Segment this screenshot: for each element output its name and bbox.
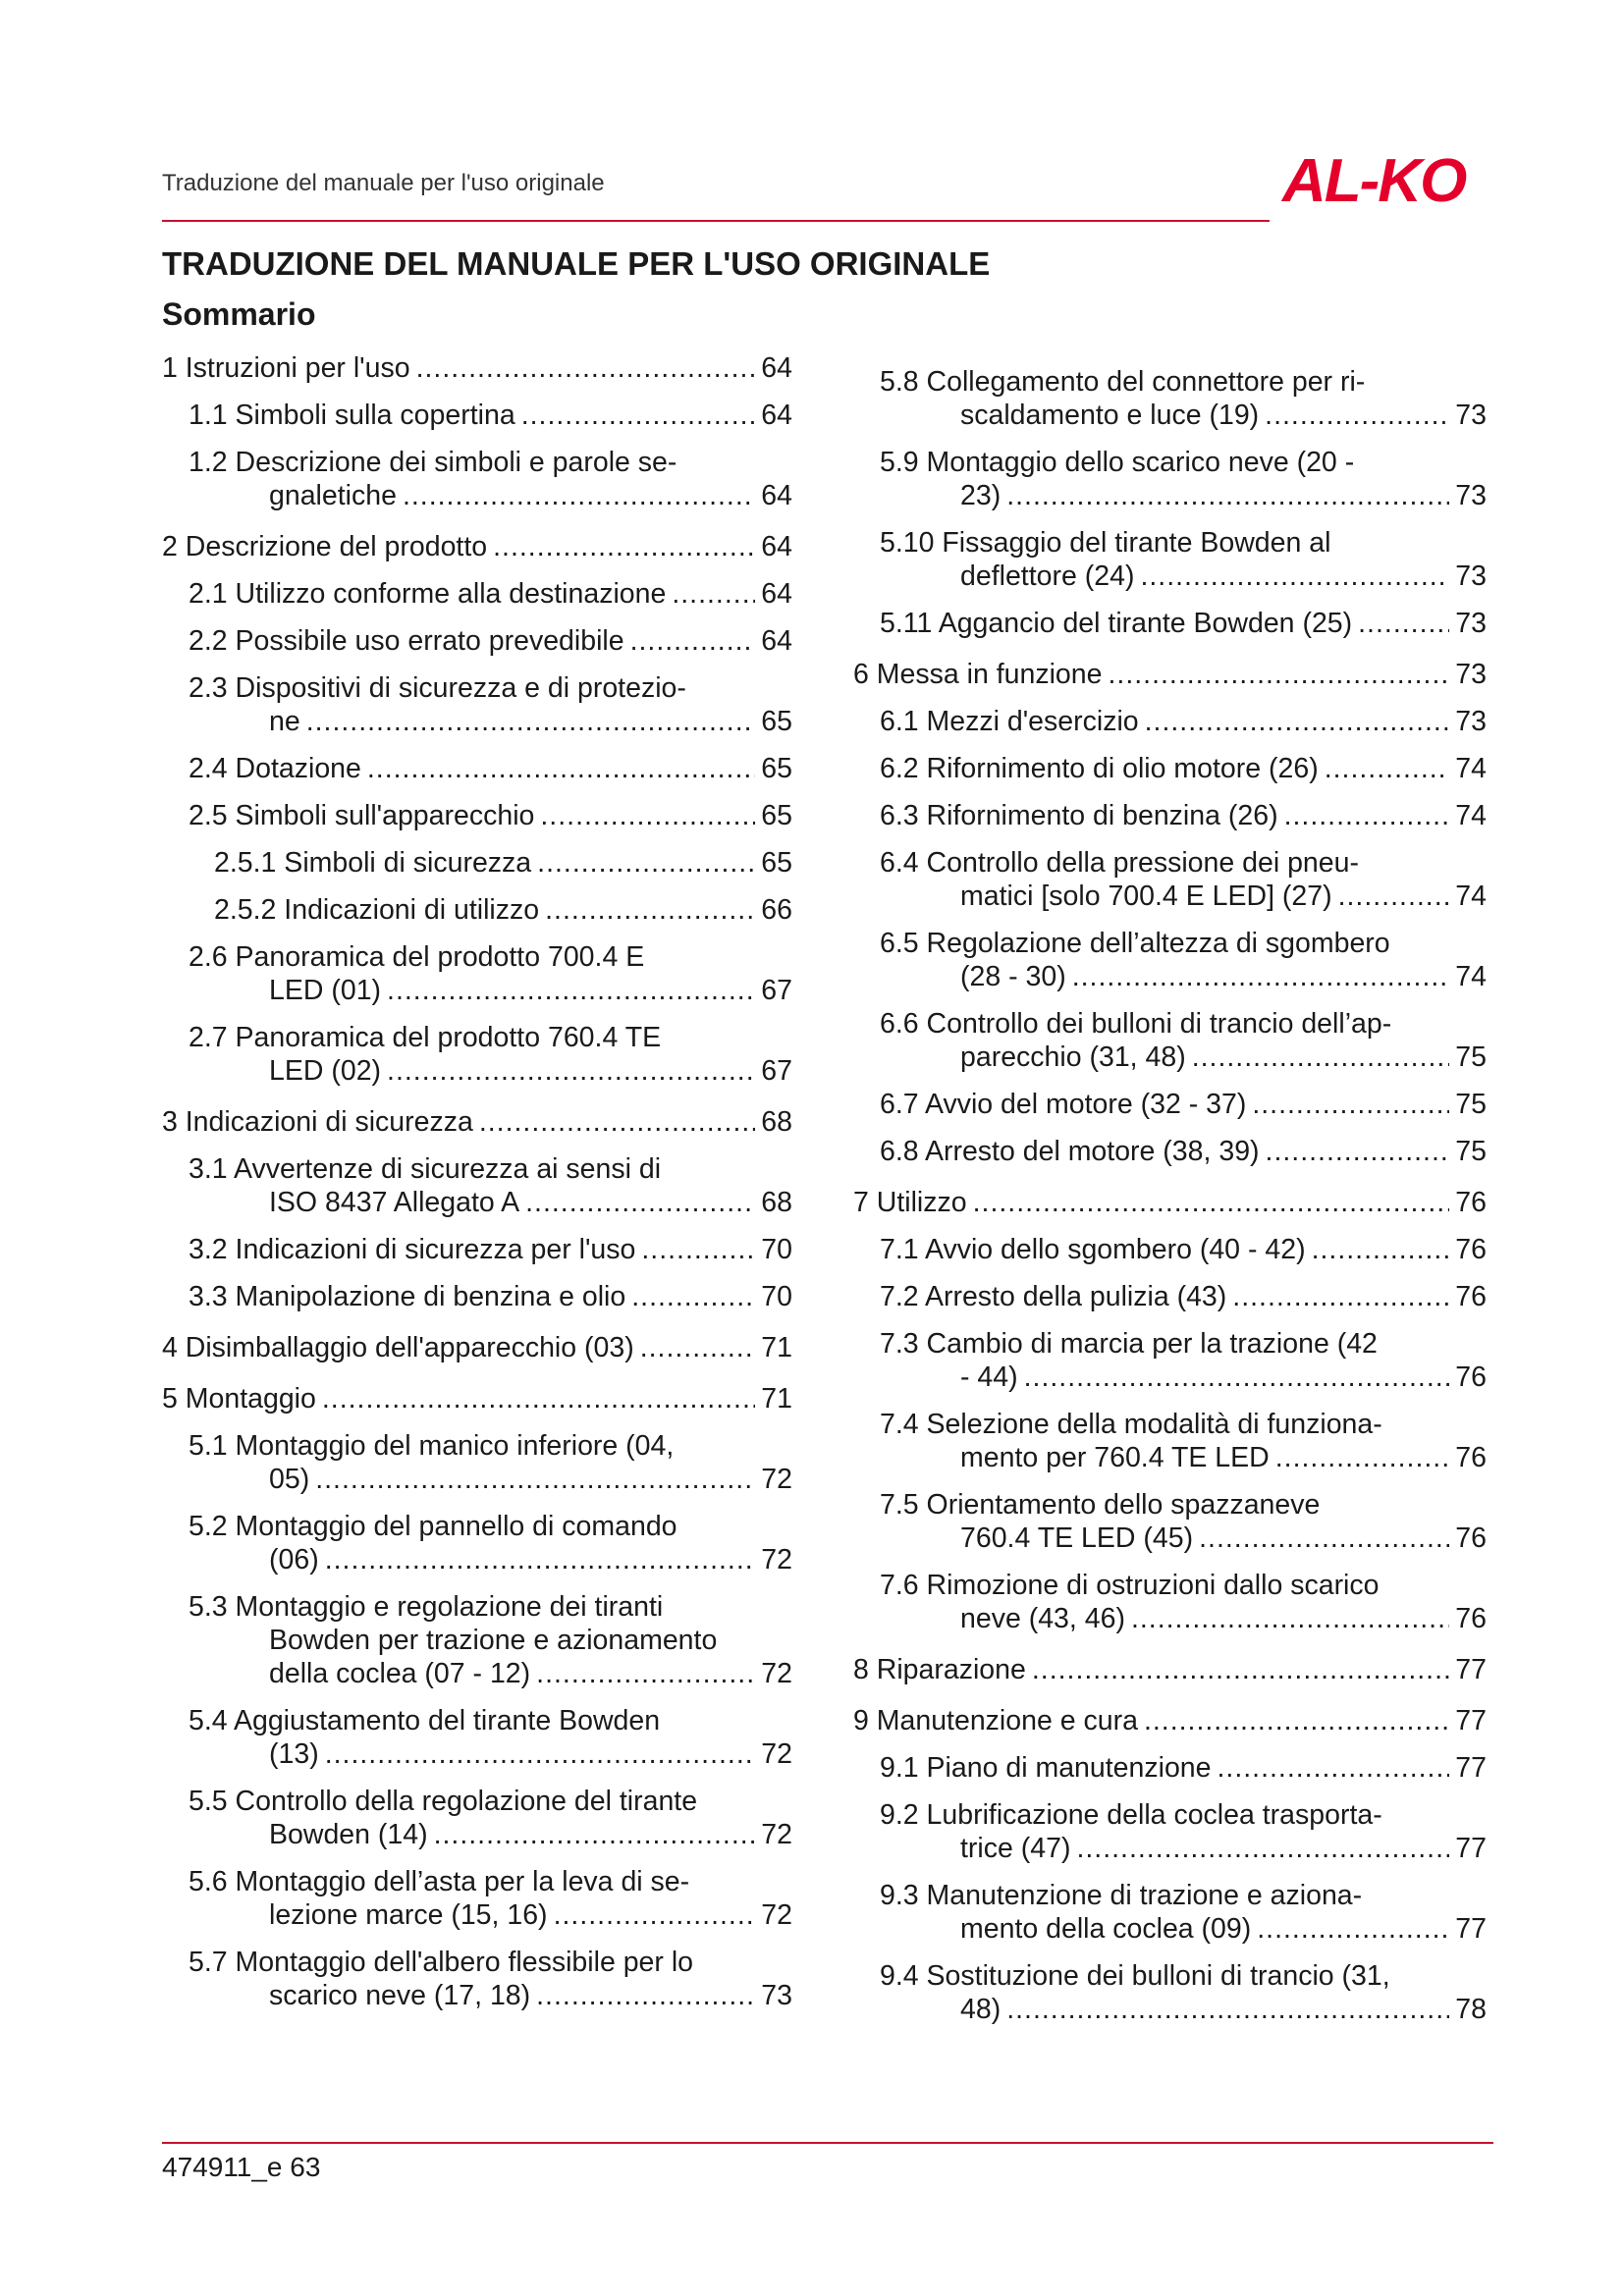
- toc-dot-leader: [493, 530, 755, 563]
- toc-entry[interactable]: [162, 530, 792, 563]
- toc-dot-leader: [387, 974, 755, 1007]
- toc-entry-title: 9.1 Piano di manutenzione: [880, 1752, 1212, 1784]
- toc-entry-title-continued: parecchio (31, 48): [960, 1041, 1186, 1073]
- toc-entry[interactable]: [162, 1865, 792, 1932]
- toc-entry[interactable]: [162, 1280, 792, 1313]
- toc-dot-leader: [1140, 560, 1449, 593]
- toc-dot-leader: [1199, 1522, 1449, 1555]
- toc-entry-title: 9.3 Manutenzione di trazione e aziona-: [880, 1880, 1363, 1911]
- toc-dot-leader: [1131, 1602, 1449, 1635]
- toc-dot-leader: [1024, 1361, 1450, 1394]
- toc-entry[interactable]: [162, 1704, 792, 1771]
- toc-dot-leader: [1312, 1233, 1450, 1266]
- toc-entry-title-continued: (13): [269, 1738, 319, 1770]
- footer-doc-number: 474911_e 63: [162, 2152, 321, 2182]
- toc-entry-title: 5.10 Fissaggio del tirante Bowden al: [880, 527, 1331, 559]
- toc-dot-leader: [1275, 1441, 1450, 1474]
- toc-entry[interactable]: [853, 1135, 1487, 1168]
- toc-entry-title: 2.2 Possibile uso errato prevedibile: [189, 625, 624, 657]
- toc-entry-title: 2.1 Utilizzo conforme alla destinazione: [189, 578, 667, 610]
- toc-page-number: 70: [761, 1234, 792, 1265]
- toc-entry[interactable]: [853, 705, 1487, 738]
- toc-dot-leader: [403, 479, 755, 512]
- toc-dot-leader: [1006, 479, 1449, 512]
- toc-entry-title: 2.3 Dispositivi di sicurezza e di protezio-: [189, 672, 686, 704]
- toc-dot-leader: [1218, 1751, 1450, 1785]
- toc-entry[interactable]: [853, 1569, 1487, 1635]
- toc-page-number: 76: [1455, 1362, 1487, 1393]
- toc-entry-title-continued: 48): [960, 1994, 1001, 2025]
- toc-entry[interactable]: [853, 799, 1487, 832]
- toc-entry-title: 5.2 Montaggio del pannello di comando: [189, 1511, 677, 1542]
- toc-entry-title: 5.8 Collegamento del connettore per ri-: [880, 366, 1366, 398]
- toc-dot-leader: [973, 1186, 1450, 1219]
- toc-dot-leader: [554, 1898, 756, 1932]
- toc-dot-leader: [537, 846, 755, 880]
- toc-entry[interactable]: [853, 1408, 1487, 1474]
- brand-logo: AL-KO: [1282, 147, 1466, 215]
- toc-page-number: 73: [1455, 480, 1487, 511]
- toc-dot-leader: [1072, 960, 1450, 993]
- toc-page-number: 65: [761, 847, 792, 879]
- toc-dot-leader: [315, 1463, 755, 1496]
- toc-entry-title: 5.1 Montaggio del manico inferiore (04,: [189, 1430, 675, 1462]
- toc-entry-title-continued: mento della coclea (09): [960, 1913, 1252, 1945]
- header-divider: [162, 220, 1270, 222]
- toc-entry-title-continued: trice (47): [960, 1833, 1071, 1864]
- toc-dot-leader: [1108, 658, 1449, 691]
- toc-entry-title: 6.4 Controllo della pressione dei pneu-: [880, 847, 1359, 879]
- toc-dot-leader: [1338, 880, 1450, 913]
- toc-dot-leader: [540, 799, 755, 832]
- toc-entry[interactable]: [162, 799, 792, 832]
- toc-entry[interactable]: [162, 1590, 792, 1690]
- toc-dot-leader: [387, 1054, 755, 1088]
- toc-entry-title-continued: Bowden per trazione e azionamento: [269, 1625, 718, 1656]
- toc-entry[interactable]: [853, 658, 1487, 691]
- toc-entry[interactable]: [853, 526, 1487, 593]
- footer-divider: [162, 2142, 1493, 2144]
- toc-entry-title: 7.1 Avvio dello sgombero (40 - 42): [880, 1234, 1306, 1265]
- toc-entry-title-continued: LED (02): [269, 1055, 382, 1087]
- toc-entry-title-continued: scarico neve (17, 18): [269, 1980, 531, 2011]
- toc-entry-title: 6.8 Arresto del motore (38, 39): [880, 1136, 1260, 1167]
- toc-entry-title: 1.2 Descrizione dei simboli e parole se-: [189, 447, 677, 478]
- toc-entry-title: 5.6 Montaggio dell’asta per la leva di se-: [189, 1866, 690, 1897]
- toc-page-number: 65: [761, 706, 792, 737]
- toc-dot-leader: [434, 1818, 756, 1851]
- toc-entry-title: 7.6 Rimozione di ostruzioni dallo scarico: [880, 1570, 1380, 1601]
- toc-page-number: 68: [761, 1187, 792, 1218]
- toc-entry-title: 2.4 Dotazione: [189, 753, 361, 784]
- toc-dot-leader: [1358, 607, 1449, 640]
- toc-entry[interactable]: [853, 365, 1487, 432]
- toc-entry-title: 3.1 Avvertenze di sicurezza ai sensi di: [189, 1153, 662, 1185]
- toc-page-number: 71: [761, 1332, 792, 1363]
- toc-entry-title: 2.7 Panoramica del prodotto 760.4 TE: [189, 1022, 662, 1053]
- toc-entry-title: 3.2 Indicazioni di sicurezza per l'uso: [189, 1234, 636, 1265]
- toc-entry[interactable]: [162, 940, 792, 1007]
- toc-entry-title: 5.11 Aggancio del tirante Bowden (25): [880, 608, 1353, 639]
- toc-dot-leader: [1232, 1280, 1449, 1313]
- toc-column-right: [853, 351, 1487, 2026]
- toc-entry[interactable]: [853, 1751, 1487, 1785]
- toc-entry-title: 9 Manutenzione e cura: [853, 1705, 1138, 1736]
- toc-page-number: 65: [761, 753, 792, 784]
- document-title: TRADUZIONE DEL MANUALE PER L'USO ORIGINALE: [162, 245, 991, 282]
- toc-page-number: 74: [1455, 961, 1487, 992]
- toc-page-number: 64: [761, 625, 792, 657]
- toc-page-number: 74: [1455, 753, 1487, 784]
- toc-entry-title: 7.5 Orientamento dello spazzaneve: [880, 1489, 1321, 1521]
- toc-page-number: 76: [1455, 1442, 1487, 1473]
- toc-page-number: 72: [761, 1899, 792, 1931]
- toc-page-number: 66: [761, 894, 792, 926]
- toc-page-number: 68: [761, 1106, 792, 1138]
- toc-dot-leader: [306, 705, 756, 738]
- toc-entry-title-continued: ne: [269, 706, 300, 737]
- toc-entry-title: 5.3 Montaggio e regolazione dei tiranti: [189, 1591, 664, 1623]
- toc-entry[interactable]: [853, 1879, 1487, 1946]
- toc-entry-title-continued: 23): [960, 480, 1001, 511]
- toc-dot-leader: [521, 399, 756, 432]
- toc-page-number: 75: [1455, 1089, 1487, 1120]
- toc-dot-leader: [641, 1233, 755, 1266]
- toc-entry-title-continued: Bowden (14): [269, 1819, 428, 1850]
- toc-page-number: 76: [1455, 1187, 1487, 1218]
- toc-page-number: 71: [761, 1383, 792, 1415]
- toc-entry-title: 2.5.2 Indicazioni di utilizzo: [214, 894, 540, 926]
- toc-entry[interactable]: [853, 1186, 1487, 1219]
- toc-entry-title: 3.3 Manipolazione di benzina e olio: [189, 1281, 626, 1312]
- toc-heading: Sommario: [162, 296, 316, 332]
- toc-entry[interactable]: [162, 846, 792, 880]
- toc-entry[interactable]: [853, 752, 1487, 785]
- toc-entry-title: 7.2 Arresto della pulizia (43): [880, 1281, 1227, 1312]
- toc-entry-title: 2.5 Simboli sull'apparecchio: [189, 800, 535, 831]
- toc-entry[interactable]: [853, 446, 1487, 512]
- toc-page-number: 74: [1455, 800, 1487, 831]
- toc-entry[interactable]: [162, 399, 792, 432]
- toc-entry[interactable]: [162, 671, 792, 738]
- toc-page-number: 73: [761, 1980, 792, 2011]
- toc-entry[interactable]: [162, 1429, 792, 1496]
- toc-entry-title-continued: 760.4 TE LED (45): [960, 1522, 1194, 1554]
- toc-dot-leader: [631, 1280, 755, 1313]
- toc-entry[interactable]: [853, 1233, 1487, 1266]
- toc-page-number: 70: [761, 1281, 792, 1312]
- toc-page-number: 73: [1455, 659, 1487, 690]
- toc-entry-title-continued: (06): [269, 1544, 319, 1575]
- toc-dot-leader: [1252, 1088, 1449, 1121]
- toc-entry-title: 5.7 Montaggio dell'albero flessibile per lo: [189, 1947, 694, 1978]
- toc-entry[interactable]: [162, 1510, 792, 1576]
- toc-entry[interactable]: [162, 1233, 792, 1266]
- toc-page-number: 64: [761, 352, 792, 384]
- toc-page-number: 76: [1455, 1522, 1487, 1554]
- toc-page-number: 75: [1455, 1136, 1487, 1167]
- toc-entry[interactable]: [853, 1959, 1487, 2026]
- toc-dot-leader: [416, 351, 756, 385]
- toc-dot-leader: [525, 1186, 755, 1219]
- toc-entry[interactable]: [162, 624, 792, 658]
- toc-page-number: 67: [761, 975, 792, 1006]
- toc-entry-title: 6.3 Rifornimento di benzina (26): [880, 800, 1278, 831]
- toc-entry-title-continued: LED (01): [269, 975, 382, 1006]
- toc-entry-title: 7.3 Cambio di marcia per la trazione (42: [880, 1328, 1378, 1360]
- toc-page-number: 77: [1455, 1705, 1487, 1736]
- toc-page-number: 64: [761, 480, 792, 511]
- toc-entry-title: 5.5 Controllo della regolazione del tirante: [189, 1786, 698, 1817]
- toc-entry[interactable]: [162, 1152, 792, 1219]
- toc-entry[interactable]: [162, 1105, 792, 1139]
- toc-dot-leader: [545, 893, 755, 927]
- toc-entry-title: 6.2 Rifornimento di olio motore (26): [880, 753, 1319, 784]
- toc-entry-title: 7.4 Selezione della modalità di funziona-: [880, 1409, 1382, 1440]
- toc-page-number: 65: [761, 800, 792, 831]
- toc-entry-title-continued: gnaletiche: [269, 480, 397, 511]
- toc-entry[interactable]: [162, 1946, 792, 2012]
- toc-entry-title: 5 Montaggio: [162, 1383, 316, 1415]
- toc-entry[interactable]: [162, 446, 792, 512]
- toc-entry-title: 2 Descrizione del prodotto: [162, 531, 488, 562]
- toc-page-number: 64: [761, 531, 792, 562]
- toc-entry[interactable]: [853, 1280, 1487, 1313]
- toc-entry-title: 8 Riparazione: [853, 1654, 1026, 1685]
- toc-dot-leader: [672, 577, 755, 611]
- toc-entry-title-continued: neve (43, 46): [960, 1603, 1125, 1634]
- toc-page-number: 73: [1455, 608, 1487, 639]
- toc-dot-leader: [479, 1105, 755, 1139]
- toc-entry[interactable]: [853, 1007, 1487, 1074]
- toc-page-number: 73: [1455, 400, 1487, 431]
- toc-page-number: 64: [761, 578, 792, 610]
- toc-entry[interactable]: [853, 1704, 1487, 1737]
- toc-entry-title: 6.5 Regolazione dell’altezza di sgombero: [880, 928, 1390, 959]
- toc-dot-leader: [367, 752, 755, 785]
- toc-dot-leader: [536, 1979, 755, 2012]
- toc-dot-leader: [536, 1657, 755, 1690]
- toc-entry-title-continued: lezione marce (15, 16): [269, 1899, 548, 1931]
- toc-page-number: 67: [761, 1055, 792, 1087]
- toc-page-number: 76: [1455, 1281, 1487, 1312]
- toc-entry-title: 2.6 Panoramica del prodotto 700.4 E: [189, 941, 645, 973]
- toc-dot-leader: [1257, 1912, 1449, 1946]
- toc-entry[interactable]: [162, 752, 792, 785]
- toc-entry[interactable]: [162, 1382, 792, 1415]
- toc-entry-title: 1.1 Simboli sulla copertina: [189, 400, 515, 431]
- toc-entry[interactable]: [853, 927, 1487, 993]
- toc-page-number: 73: [1455, 561, 1487, 592]
- toc-dot-leader: [1265, 399, 1449, 432]
- toc-entry[interactable]: [162, 1021, 792, 1088]
- toc-dot-leader: [1145, 705, 1450, 738]
- toc-entry-title: 9.2 Lubrificazione della coclea trasporta-: [880, 1799, 1382, 1831]
- toc-page-number: 64: [761, 400, 792, 431]
- toc-entry-title: 5.4 Aggiustamento del tirante Bowden: [189, 1705, 661, 1736]
- toc-page-number: 77: [1455, 1913, 1487, 1945]
- toc-dot-leader: [325, 1737, 756, 1771]
- toc-entry-title: 3 Indicazioni di sicurezza: [162, 1106, 473, 1138]
- toc-page-number: 76: [1455, 1603, 1487, 1634]
- toc-page-number: 72: [761, 1658, 792, 1689]
- toc-page-number: 77: [1455, 1833, 1487, 1864]
- toc-entry-title-continued: deflettore (24): [960, 561, 1135, 592]
- toc-page-number: 77: [1455, 1654, 1487, 1685]
- toc-page-number: 78: [1455, 1994, 1487, 2025]
- toc-page-number: 72: [761, 1464, 792, 1495]
- toc-entry-title: 1 Istruzioni per l'uso: [162, 352, 410, 384]
- toc-entry[interactable]: [853, 846, 1487, 913]
- toc-entry[interactable]: [853, 1653, 1487, 1686]
- toc-entry-title-continued: - 44): [960, 1362, 1018, 1393]
- toc-entry-title-continued: scaldamento e luce (19): [960, 400, 1260, 431]
- toc-entry[interactable]: [162, 893, 792, 927]
- toc-entry-title: 6.1 Mezzi d'esercizio: [880, 706, 1139, 737]
- toc-dot-leader: [322, 1382, 755, 1415]
- toc-page-number: 72: [761, 1544, 792, 1575]
- toc-dot-leader: [630, 624, 756, 658]
- toc-dot-leader: [1076, 1832, 1449, 1865]
- toc-dot-leader: [325, 1543, 756, 1576]
- toc-entry-title: 6.6 Controllo dei bulloni di trancio dell’ap-: [880, 1008, 1392, 1040]
- toc-page-number: 77: [1455, 1752, 1487, 1784]
- toc-dot-leader: [1192, 1041, 1450, 1074]
- toc-page-number: 75: [1455, 1041, 1487, 1073]
- toc-dot-leader: [1144, 1704, 1449, 1737]
- toc-entry-title: 6 Messa in funzione: [853, 659, 1103, 690]
- toc-page-number: 73: [1455, 706, 1487, 737]
- toc-entry[interactable]: [162, 577, 792, 611]
- toc-entry-title: 5.9 Montaggio dello scarico neve (20 -: [880, 447, 1355, 478]
- toc-entry[interactable]: [853, 1088, 1487, 1121]
- toc-page-number: 76: [1455, 1234, 1487, 1265]
- toc-dot-leader: [1284, 799, 1450, 832]
- toc-entry-title-continued: della coclea (07 - 12): [269, 1658, 531, 1689]
- toc-dot-leader: [1006, 1993, 1449, 2026]
- toc-dot-leader: [1325, 752, 1450, 785]
- toc-entry-title: 7 Utilizzo: [853, 1187, 967, 1218]
- toc-page-number: 74: [1455, 881, 1487, 912]
- toc-entry[interactable]: [853, 607, 1487, 640]
- toc-entry[interactable]: [853, 1327, 1487, 1394]
- toc-entry-title: 6.7 Avvio del motore (32 - 37): [880, 1089, 1247, 1120]
- toc-entry-title-continued: (28 - 30): [960, 961, 1066, 992]
- toc-entry-title-continued: matici [solo 700.4 E LED] (27): [960, 881, 1332, 912]
- toc-entry-title-continued: mento per 760.4 TE LED: [960, 1442, 1270, 1473]
- toc-entry-title-continued: 05): [269, 1464, 310, 1495]
- toc-entry[interactable]: [162, 1785, 792, 1851]
- toc-column-left: [162, 351, 792, 2012]
- toc-entry[interactable]: [162, 1331, 792, 1364]
- toc-entry-title: 9.4 Sostituzione dei bulloni di trancio (31,: [880, 1960, 1390, 1992]
- toc-entry[interactable]: [853, 1798, 1487, 1865]
- running-head: Traduzione del manuale per l'uso originale: [162, 170, 605, 196]
- toc-dot-leader: [1266, 1135, 1450, 1168]
- toc-entry[interactable]: [853, 1488, 1487, 1555]
- toc-page-number: 72: [761, 1738, 792, 1770]
- toc-entry[interactable]: [162, 351, 792, 385]
- toc-dot-leader: [640, 1331, 756, 1364]
- toc-entry-title-continued: ISO 8437 Allegato A: [269, 1187, 520, 1218]
- toc-page-number: 72: [761, 1819, 792, 1850]
- toc-entry-title: 4 Disimballaggio dell'apparecchio (03): [162, 1332, 634, 1363]
- toc-entry-title: 2.5.1 Simboli di sicurezza: [214, 847, 532, 879]
- toc-dot-leader: [1032, 1653, 1449, 1686]
